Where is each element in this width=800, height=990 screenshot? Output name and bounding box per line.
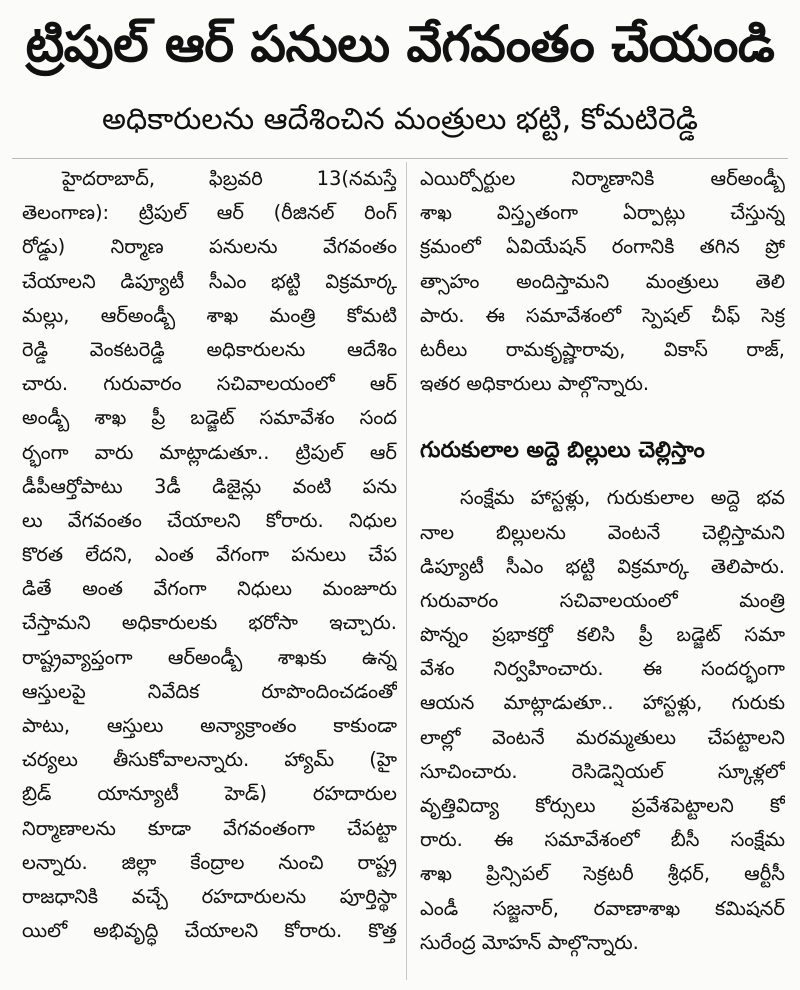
body-line: డిప్యూటీ సీఎం భట్టి విక్రమార్క తెలిపారు. xyxy=(420,554,785,578)
body-line: డితే అంత వేగంగా నిధులు మంజూరు xyxy=(22,577,397,601)
body-line: చేయాలని డిప్యూటీ సీఎం భట్టి విక్రమార్క xyxy=(22,269,397,293)
headline: ట్రిపుల్ ఆర్ పనులు వేగవంతం చేయండి xyxy=(25,14,775,73)
body-line: ఇతర అధికారులు పాల్గొన్నారు. xyxy=(420,372,650,396)
body-line: ఆయన మాట్లాడుతూ.. హాస్టళ్లు, గురుకు xyxy=(420,691,785,715)
body-line: శాఖ విస్తృతంగా ఏర్పాట్లు చేస్తున్న xyxy=(420,201,785,225)
subheadline: అధికారులను ఆదేశించిన మంత్రులు భట్టి, కోమటిరెడ్డి xyxy=(102,102,698,137)
body-line: టరీలు రామకృష్ణారావు, వికాస్ రాజ్, xyxy=(420,337,785,361)
body-line: ర్భంగా వారు మాట్లాడుతూ.. ట్రిపుల్ ఆర్ xyxy=(22,440,397,464)
body-line: లాల్లో వెంటనే మరమ్మతులు చేపట్టాలని xyxy=(420,725,785,749)
body-line: పారు. ఈ సమావేశంలో స్పెషల్ చీఫ్ సెక్ర xyxy=(420,303,785,327)
body-line: లు వేగవంతం చేయాలని కోరారు. నిధుల xyxy=(22,508,397,532)
body-line: లన్నారు. జిల్లా కేంద్రాల నుంచి రాష్ట్ర xyxy=(22,850,397,874)
body-line: డీపీఆర్తోపాటు 3డీ డిజైన్లు వంటి పను xyxy=(22,474,397,498)
section-subheading: గురుకులాల అద్దె బిల్లులు చెల్లిస్తాం xyxy=(420,438,705,464)
body-line: నాల బిల్లులను వెంటనే చెల్లిస్తామని xyxy=(420,520,785,544)
body-line: వేశం నిర్వహించారు. ఈ సందర్భంగా xyxy=(420,657,785,681)
body-line: రాష్ట్రవ్యాప్తంగా ఆర్అండ్బీ శాఖకు ఉన్న xyxy=(22,645,397,669)
body-line: నిర్మాణాలను కూడా వేగవంతంగా చేపట్టా xyxy=(22,816,397,840)
body-line: ఆస్తులపై నివేదిక రూపొందించడంతో xyxy=(22,679,397,703)
body-line: బ్రిడ్ యాన్యూటీ హెడ్) రహదారుల xyxy=(22,782,397,806)
column-divider xyxy=(406,162,407,980)
body-line: యిలో అభివృద్ధి చేయాలని కోరారు. కొత్త xyxy=(22,919,397,943)
body-line: చారు. గురువారం సచివాలయంలో ఆర్ xyxy=(22,372,397,396)
left-column xyxy=(22,162,397,948)
body-line: తెలంగాణ): ట్రిపుల్ ఆర్ (రీజినల్ రింగ్ xyxy=(22,201,397,225)
body-line: సంక్షేమ హాస్టళ్లు, గురుకులాల అద్దె భవ xyxy=(460,486,785,510)
body-line: కొరత లేదని, ఎంత వేగంగా పనులు చేప xyxy=(22,543,397,567)
body-line: ఎయిర్పోర్టుల నిర్మాణానికి ఆర్అండ్బీ xyxy=(420,167,785,190)
body-line: చర్యలు తీసుకోవాలన్నారు. హ్యామ్ (హై xyxy=(22,748,397,772)
body-line: త్సాహం అందిస్తామని మంత్రులు తెలి xyxy=(420,269,785,293)
body-line: ఎండీ సజ్జనార్, రవాణాశాఖ కమిషనర్ xyxy=(420,896,785,920)
body-line: రాజధానికి వచ్చే రహదారులను పూర్తిస్థా xyxy=(22,884,397,908)
body-line: క్రమంలో ఏవియేషన్ రంగానికి తగిన ప్రో xyxy=(420,235,785,259)
body-line: సూచించారు. రెసిడెన్షియల్ స్కూళ్లలో xyxy=(420,759,785,783)
body-line: పాటు, ఆస్తులు అన్యాక్రాంతం కాకుండా xyxy=(22,714,397,737)
header-rule xyxy=(12,158,788,159)
body-line: అండ్బీ శాఖ ప్రీ బడ్జెట్ సమావేశం సంద xyxy=(22,406,397,430)
body-line: రెడ్డి వెంకటరెడ్డి అధికారులను ఆదేశిం xyxy=(22,337,397,361)
body-line: రోడ్డు) నిర్మాణ పనులను వేగవంతం xyxy=(22,235,397,259)
body-line: హైదరాబాద్, ఫిబ్రవరి 13(నమస్తే xyxy=(62,167,397,190)
right-column xyxy=(420,162,785,960)
body-line: మల్లు, ఆర్అండ్బీ శాఖ మంత్రి కోమటి xyxy=(22,303,397,327)
body-line: రారు. ఈ సమావేశంలో బీసీ సంక్షేమ xyxy=(420,828,785,852)
body-line: శాఖ ప్రిన్సిపల్ సెక్రటరీ శ్రీధర్, ఆర్టీసీ xyxy=(420,862,785,886)
body-line: చేస్తామని అధికారులకు భరోసా ఇచ్చారు. xyxy=(22,611,397,635)
body-line: వృత్తివిద్యా కోర్సులు ప్రవేశపెట్టాలని కో xyxy=(420,794,785,817)
body-line: గురువారం సచివాలయంలో మంత్రి xyxy=(420,588,785,612)
body-line: పొన్నం ప్రభాకర్తో కలిసి ప్రీ బడ్జెట్ సమా xyxy=(420,623,785,647)
body-line: సురేంద్ర మోహన్ పాల్గొన్నారు. xyxy=(420,930,639,954)
